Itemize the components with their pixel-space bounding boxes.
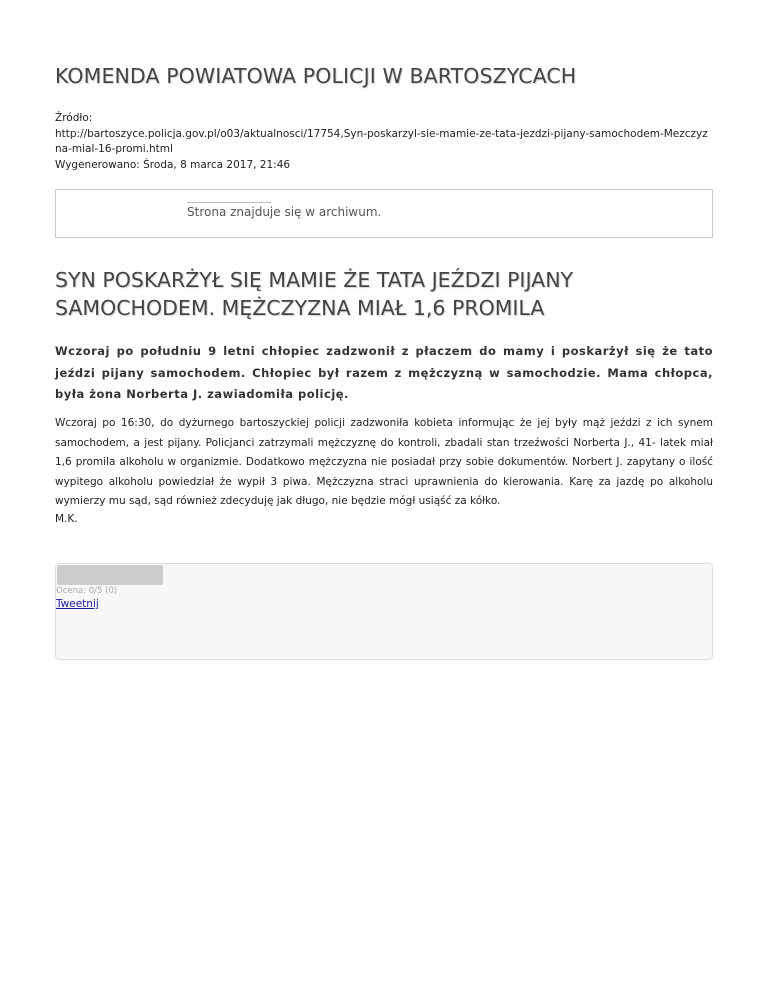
source-meta (55, 111, 713, 173)
rating-text: Ocena: 0/5 (0) (56, 586, 118, 596)
generated-date: Wygenerowano: Środa, 8 marca 2017, 21:46 (55, 158, 291, 171)
article-title-line-2: SAMOCHODEM. MĘŻCZYZNA MIAŁ 1,6 PROMILA (55, 296, 545, 320)
archive-notice-box (55, 189, 713, 238)
article-lead: Wczoraj po południu 9 letni chłopiec zadzwonił z płaczem do mamy i poskarżył się że tato jeździ pijany samochodem. Chłopiec był razem z mężczyzną w samochodzie. Mama chłopca, była żona Norberta J. zawiadomiła policję. (55, 344, 713, 401)
source-url: http://bartoszyce.policja.gov.pl/o03/aktualnosci/17754,Syn-poskarzyl-sie-mamie-ze-tata-jezdzi-pijany-samochodem-Mezczyzna-mial-16-promi.html (55, 127, 708, 155)
site-title: KOMENDA POWIATOWA POLICJI W BARTOSZYCACH (55, 64, 577, 88)
rating-stars-bar[interactable] (57, 565, 163, 585)
article-title-line-1: SYN POSKARŻYŁ SIĘ MAMIE ŻE TATA JEŹDZI PIJANY (55, 268, 574, 292)
tweet-link[interactable]: Tweetnij (56, 598, 99, 610)
article-body: Wczoraj po 16:30, do dyżurnego bartoszyckiej policji zadzwoniła kobieta informując że jej były mąż jeździ z ich synem samochodem, a jest pijany. Policjanci zatrzymali mężczyznę do kontroli, zbadali stan trzeźwości Norberta J., 41- latek miał 1,6 promila alkoholu w organizmie. Dodatkowo mężczyzna nie posiadał przy sobie dokumentów. Norbert J. zapytany o ilość wypitego alkoholu powiedział że wypił 3 piwa. Mężczyzna straci uprawnienia do kierowania. Karę za jazdę po alkoholu wymierzy mu sąd, sąd również zdecyduję jak długo, nie będzie mógł usiąść za kółko. (55, 417, 713, 507)
source-label: Źródło: (55, 112, 93, 124)
article-signature: M.K. (55, 513, 78, 525)
article-title (55, 266, 713, 322)
archive-divider (187, 202, 271, 203)
rating-box (55, 563, 713, 660)
archive-notice: Strona znajduje się w archiwum. (187, 205, 382, 219)
